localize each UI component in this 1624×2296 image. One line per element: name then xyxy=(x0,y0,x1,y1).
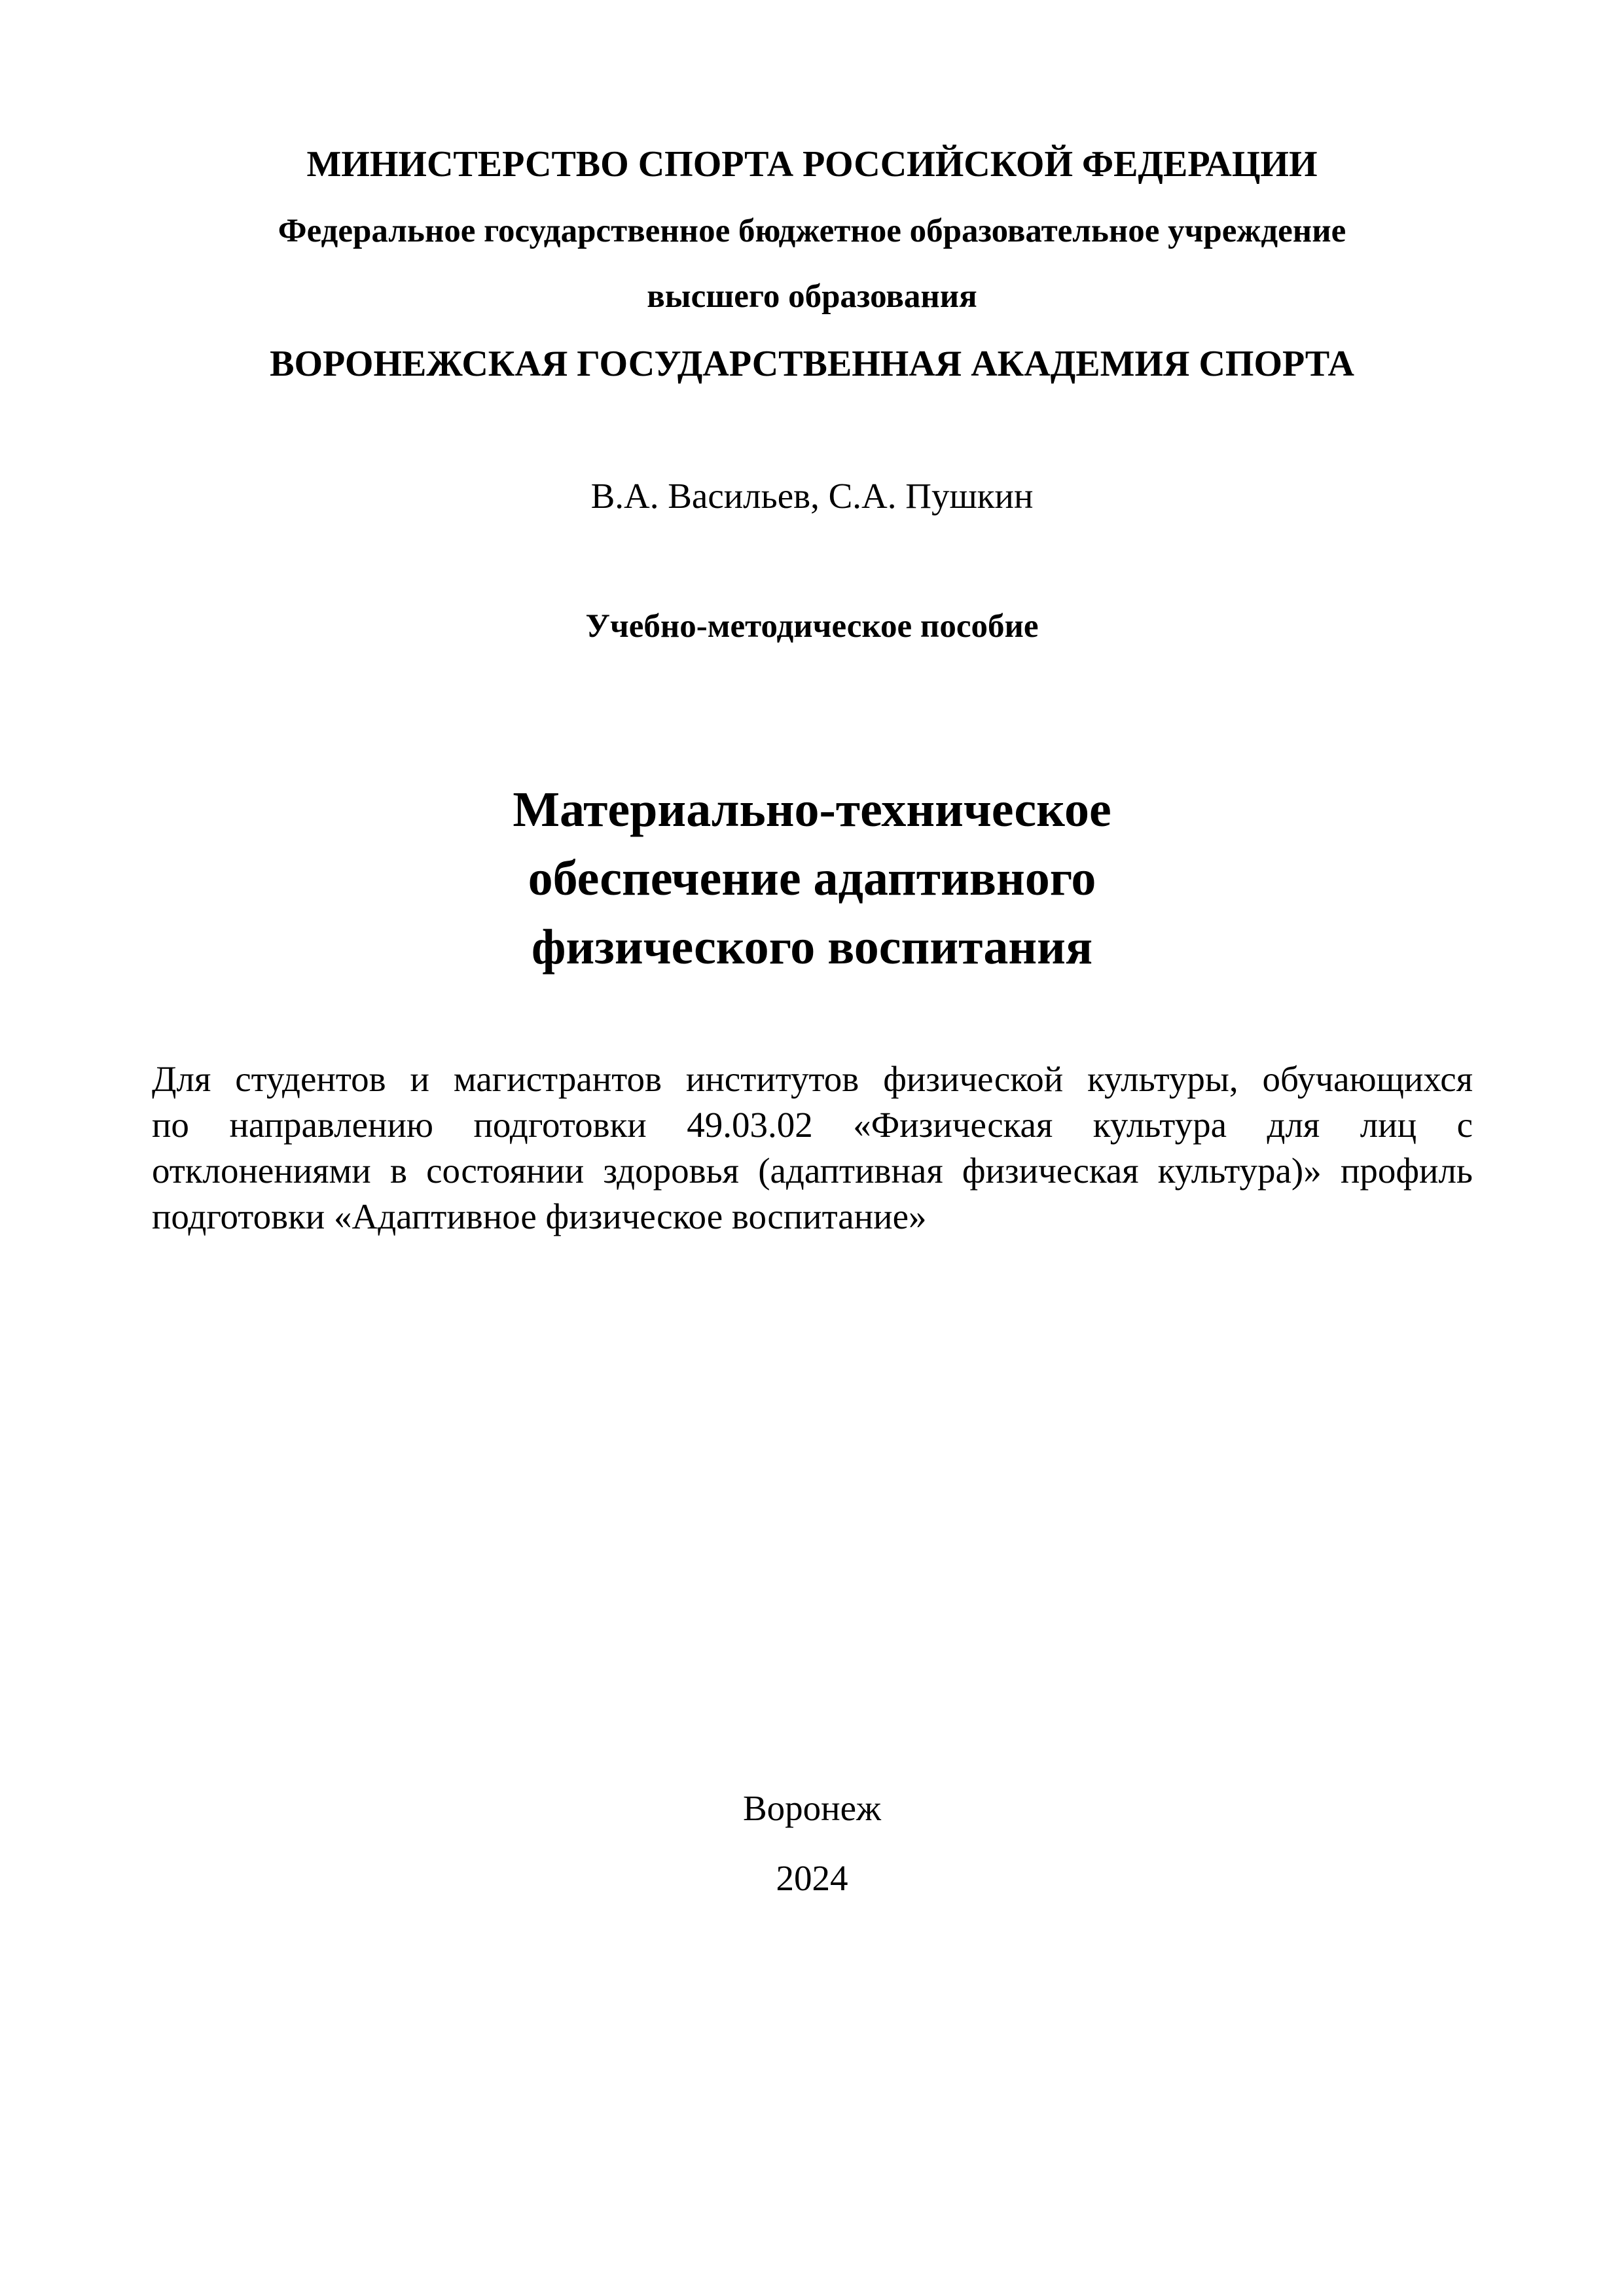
audience-line: отклонениями в состоянии здоровья (адаптивная физическая культура)» профиль xyxy=(152,1151,1473,1191)
audience-description xyxy=(152,1056,1473,1240)
title-line: физического воспитания xyxy=(531,920,1093,975)
title-line: Материально-техническое xyxy=(513,782,1111,837)
academy-name: ВОРОНЕЖСКАЯ ГОСУДАРСТВЕННАЯ АКАДЕМИЯ СПОРТА xyxy=(270,344,1354,384)
document-type: Учебно-методическое пособие xyxy=(585,608,1039,645)
audience-line: Для студентов и магистрантов институтов физической культуры, обучающихся xyxy=(152,1059,1473,1099)
title-line: обеспечение адаптивного xyxy=(528,851,1096,906)
education-level: высшего образования xyxy=(647,278,977,315)
audience-line: по направлению подготовки 49.03.02 «Физическая культура для лиц с xyxy=(152,1105,1473,1145)
audience-line: подготовки «Адаптивное физическое воспитание» xyxy=(152,1196,927,1236)
authors: В.А. Васильев, С.А. Пушкин xyxy=(590,476,1034,516)
publication-year: 2024 xyxy=(776,1858,848,1898)
publication-city: Воронеж xyxy=(742,1788,882,1828)
institution-type: Федеральное государственное бюджетное образовательное учреждение xyxy=(278,213,1346,249)
ministry-name: МИНИСТЕРСТВО СПОРТА РОССИЙСКОЙ ФЕДЕРАЦИИ xyxy=(306,144,1318,185)
document-title xyxy=(0,776,1624,982)
